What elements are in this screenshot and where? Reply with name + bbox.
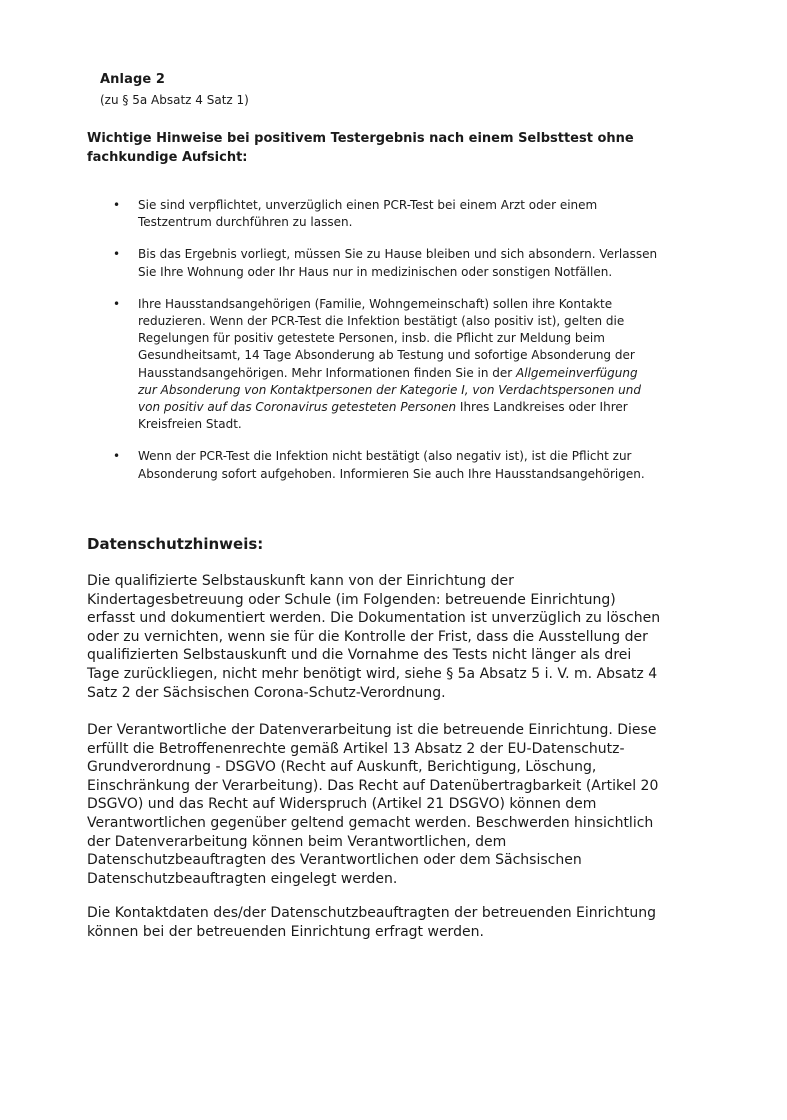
list-item [113,246,658,280]
privacy-paragraph: Die qualifizierte Selbstauskunft kann von der Einrichtung der Kindertagesbetreuung oder Schule (im Folgenden: betreuende Einrichtung) erfasst und dokumentiert werden. Die Dokumentation ist unverzüglich zu löschen oder zu vernichten, wenn sie für die Kontrolle der Frist, dass die Ausstellung der qualifizierten Selbstauskunft und die Vornahme des Tests nicht länger als drei Tage zurückliegen, nicht mehr benötigt wird, siehe § 5a Absatz 5 i. V. m. Absatz 4 Satz 2 der Sächsischen Corona-Schutz-Verordnung. [87,573,661,701]
annex-reference: (zu § 5a Absatz 4 Satz 1) [100,93,249,107]
notice-heading: Wichtige Hinweise bei positivem Testergebnis nach einem Selbsttest ohne fachkundige Aufsicht: [87,131,634,165]
annex-title: Anlage 2 [100,72,166,87]
privacy-paragraph: Der Verantwortliche der Datenverarbeitung ist die betreuende Einrichtung. Diese erfüllt die Betroffenenrechte gemäß Artikel 13 Absatz 2 der EU-Datenschutz-Grundverordnung - DSGVO (Recht auf Auskunft, Berichtigung, Löschung, Einschränkung der Verarbeitung). Das Recht auf Datenübertragbarkeit (Artikel 20 DSGVO) und das Recht auf Widerspruch (Artikel 21 DSGVO) können dem Verantwortlichen gegenüber geltend gemacht werden. Beschwerden hinsichtlich der Datenverarbeitung können beim Verantwortlichen, dem Datenschutzbeauftragten des Verantwortlichen oder dem Sächsischen Datenschutzbeauftragten eingelegt werden. [87,722,659,887]
bullet-text: Bis das Ergebnis vorliegt, müssen Sie zu Hause bleiben und sich absondern. Verlassen Sie Ihre Wohnung oder Ihr Haus nur in medizinischen oder sonstigen Notfällen. [138,247,658,279]
bullet-icon: • [113,247,121,262]
privacy-heading: Datenschutzhinweis: [87,535,264,553]
bullet-icon: • [113,198,121,212]
list-item [113,448,658,482]
bullet-text: Ihre Hausstandsangehörigen (Familie, Wohngemeinschaft) sollen ihre Kontakte reduzieren. Wenn der PCR-Test die Infektion bestätigt (also positiv ist), gelten die Regelungen für positiv getestete Personen, insb. die Pflicht zur Meldung beim Gesundheitsamt, 14 Tage Absonderung ab Testung und sofortige Absonderung der Hausstandsangehörigen. Mehr Informationen finden Sie in der [138,296,635,380]
bullet-italic-reference: Allgemeinverfügung zur Absonderung von Kontaktpersonen der Kategorie I, von Verdachtspersonen und von positiv auf das Coronavirus getesteten Personen [138,365,641,415]
bullet-icon: • [113,296,121,311]
list-item [113,296,658,434]
bullet-text-tail: Ihres Landkreises oder Ihrer Kreisfreien Stadt. [138,400,628,432]
privacy-paragraph: Die Kontaktdaten des/der Datenschutzbeauftragten der betreuenden Einrichtung können bei der betreuenden Einrichtung erfragt werden. [87,905,656,940]
bullet-icon: • [113,449,121,464]
bullet-text: Wenn der PCR-Test die Infektion nicht bestätigt (also negativ ist), ist die Pflicht zur Absonderung sofort aufgehoben. Informieren Sie auch Ihre Hausstandsangehörigen. [138,449,645,481]
bullet-text: Sie sind verpflichtet, unverzüglich einen PCR-Test bei einem Arzt oder einem Testzentrum durchführen zu lassen. [138,198,598,230]
notice-bullet-list [113,197,658,498]
list-item [113,197,658,231]
